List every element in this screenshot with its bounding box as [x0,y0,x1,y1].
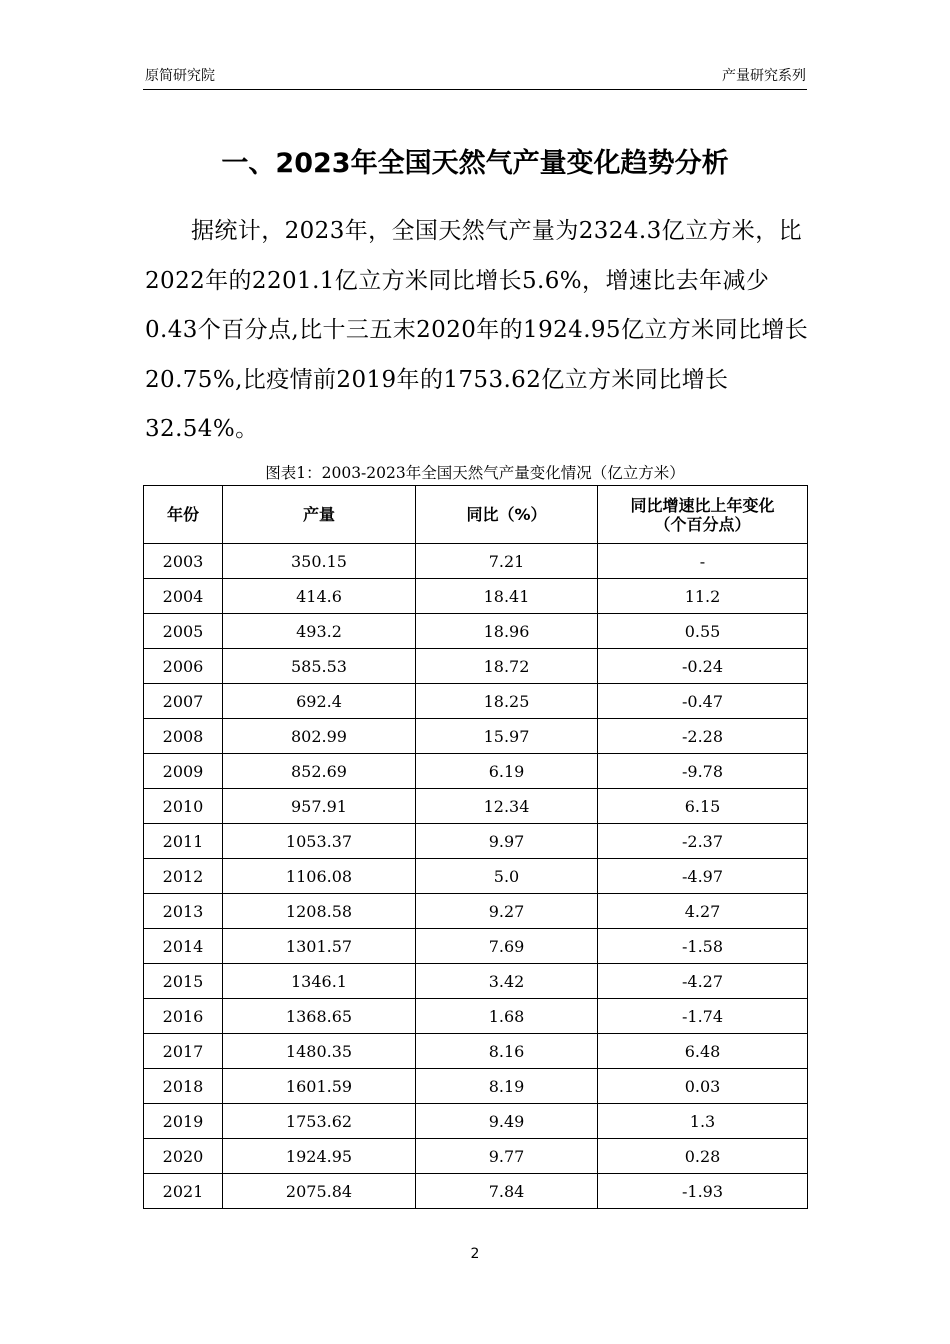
cell-year: 2021 [144,1174,223,1209]
table-row [144,614,808,649]
cell-yoy-change: 4.27 [598,894,808,929]
cell-yoy-change: 0.03 [598,1069,808,1104]
table-row [144,824,808,859]
table-row [144,719,808,754]
cell-yoy-change: -0.24 [598,649,808,684]
cell-year: 2010 [144,789,223,824]
cell-yoy-change: -1.93 [598,1174,808,1209]
cell-output: 1753.62 [223,1104,416,1139]
table-row [144,754,808,789]
cell-year: 2007 [144,684,223,719]
table-row [144,1139,808,1174]
cell-yoy: 18.96 [416,614,598,649]
table-row [144,1034,808,1069]
cell-output: 585.53 [223,649,416,684]
table-row [144,789,808,824]
cell-yoy: 6.19 [416,754,598,789]
cell-yoy-change: 11.2 [598,579,808,614]
cell-yoy: 18.72 [416,649,598,684]
cell-year: 2005 [144,614,223,649]
cell-yoy: 1.68 [416,999,598,1034]
cell-output: 852.69 [223,754,416,789]
cell-yoy: 7.69 [416,929,598,964]
cell-yoy: 15.97 [416,719,598,754]
header-org-name: 原简研究院 [145,68,215,84]
cell-yoy-change: -1.74 [598,999,808,1034]
cell-yoy-change: - [598,544,808,579]
cell-yoy-change: -2.28 [598,719,808,754]
cell-output: 1106.08 [223,859,416,894]
cell-yoy: 5.0 [416,859,598,894]
cell-yoy: 8.19 [416,1069,598,1104]
table-row [144,964,808,999]
cell-year: 2013 [144,894,223,929]
page-number: 2 [470,1246,480,1262]
cell-output: 414.6 [223,579,416,614]
cell-yoy: 9.27 [416,894,598,929]
production-table [143,485,808,1209]
cell-yoy: 9.97 [416,824,598,859]
cell-yoy-change: -4.97 [598,859,808,894]
cell-yoy-change: 6.48 [598,1034,808,1069]
cell-year: 2016 [144,999,223,1034]
table-row [144,649,808,684]
cell-output: 1924.95 [223,1139,416,1174]
cell-yoy-change: -4.27 [598,964,808,999]
cell-yoy-change: -9.78 [598,754,808,789]
table-row [144,1174,808,1209]
table-row [144,1069,808,1104]
table-row [144,929,808,964]
cell-output: 1301.57 [223,929,416,964]
cell-yoy: 7.21 [416,544,598,579]
table-header-row [144,486,808,544]
cell-output: 957.91 [223,789,416,824]
cell-yoy: 12.34 [416,789,598,824]
cell-year: 2018 [144,1069,223,1104]
cell-output: 692.4 [223,684,416,719]
cell-yoy: 7.84 [416,1174,598,1209]
header-yoy-change: 同比增速比上年变化 （个百分点） [598,486,808,544]
header-divider [143,89,807,90]
cell-yoy-change: 6.15 [598,789,808,824]
cell-year: 2019 [144,1104,223,1139]
cell-yoy-change: 0.28 [598,1139,808,1174]
table-caption: 图表1：2003-2023年全国天然气产量变化情况（亿立方米） [265,464,685,482]
section-title: 一、2023年全国天然气产量变化趋势分析 [221,148,729,179]
cell-output: 1208.58 [223,894,416,929]
table-row [144,999,808,1034]
cell-output: 1053.37 [223,824,416,859]
cell-year: 2012 [144,859,223,894]
cell-output: 1368.65 [223,999,416,1034]
cell-year: 2008 [144,719,223,754]
cell-yoy-change: -0.47 [598,684,808,719]
cell-year: 2009 [144,754,223,789]
cell-yoy-change: 1.3 [598,1104,808,1139]
body-paragraph: 据统计，2023年，全国天然气产量为2324.3亿立方米，比2022年的2201.1亿立方米同比增长5.6%，增速比去年减少0.43个百分点,比十三五末2020年的1924.95亿立方米同比增长20.75%,比疫情前2019年的1753.62亿立方米同比增长32.54%。 [145,218,809,442]
cell-yoy-change: -1.58 [598,929,808,964]
cell-year: 2020 [144,1139,223,1174]
cell-yoy: 18.25 [416,684,598,719]
table-row [144,894,808,929]
cell-output: 1601.59 [223,1069,416,1104]
table-row [144,684,808,719]
table-row [144,1104,808,1139]
cell-yoy: 9.49 [416,1104,598,1139]
cell-yoy-change: 0.55 [598,614,808,649]
cell-yoy: 3.42 [416,964,598,999]
header-output: 产量 [223,486,416,544]
cell-output: 802.99 [223,719,416,754]
cell-year: 2003 [144,544,223,579]
cell-year: 2011 [144,824,223,859]
header-yoy: 同比（%） [416,486,598,544]
table-row [144,579,808,614]
cell-output: 1480.35 [223,1034,416,1069]
header-year: 年份 [144,486,223,544]
cell-output: 2075.84 [223,1174,416,1209]
cell-year: 2017 [144,1034,223,1069]
cell-yoy: 18.41 [416,579,598,614]
cell-year: 2014 [144,929,223,964]
cell-output: 350.15 [223,544,416,579]
cell-output: 493.2 [223,614,416,649]
cell-output: 1346.1 [223,964,416,999]
table-row [144,544,808,579]
table-body [144,544,808,1209]
cell-year: 2015 [144,964,223,999]
cell-yoy-change: -2.37 [598,824,808,859]
table-row [144,859,808,894]
cell-yoy: 8.16 [416,1034,598,1069]
header-series-name: 产量研究系列 [722,68,806,84]
cell-year: 2006 [144,649,223,684]
cell-yoy: 9.77 [416,1139,598,1174]
cell-year: 2004 [144,579,223,614]
